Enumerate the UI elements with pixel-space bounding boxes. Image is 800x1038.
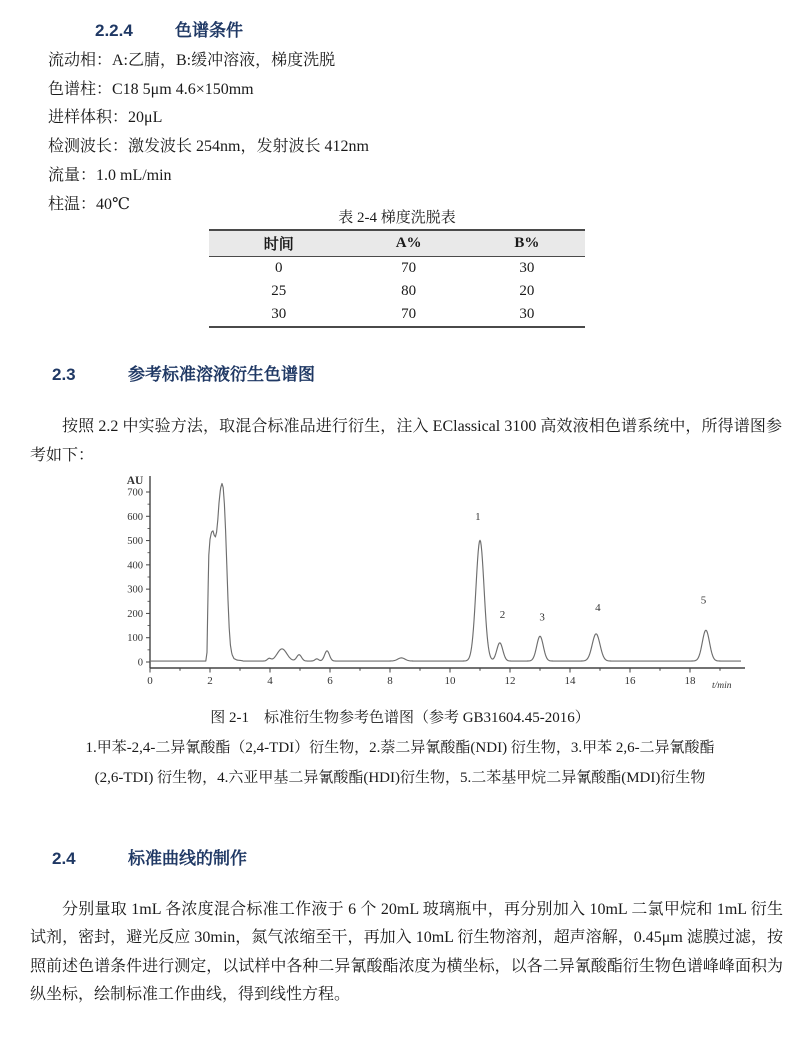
heading-2-4-number: 2.4 bbox=[52, 849, 76, 868]
heading-2-3-number: 2.3 bbox=[52, 365, 76, 384]
figure-legend-line-1: 1.甲苯-2,4-二异氰酸酯（2,4-TDI）衍生物，2.萘二异氰酸酯(NDI) 衍生物，3.甲苯 2,6-二异氰酸酯 bbox=[85, 740, 715, 756]
table-caption: 表 2-4 梯度洗脱表 bbox=[338, 210, 456, 226]
param-detection-wavelength: 检测波长：激发波长 254nm，发射波长 412nm bbox=[48, 138, 369, 156]
table-cell: 20 bbox=[519, 283, 535, 299]
y-axis-title: AU bbox=[126, 475, 144, 487]
x-tick-label: 6 bbox=[327, 675, 333, 687]
param-injection-volume: 进样体积：20μL bbox=[48, 109, 163, 127]
table-cell: 70 bbox=[401, 306, 417, 322]
y-tick-label: 400 bbox=[127, 560, 143, 572]
chromatography-params bbox=[48, 47, 369, 219]
table-header-a-percent: A% bbox=[349, 230, 469, 257]
peak-label-1: 1 bbox=[475, 510, 481, 523]
table-cell: 70 bbox=[401, 260, 417, 276]
y-tick-label: 100 bbox=[127, 633, 143, 645]
param-mobile-phase: 流动相：A:乙腈，B:缓冲溶液，梯度洗脱 bbox=[48, 52, 336, 69]
y-tick-label: 300 bbox=[127, 584, 143, 596]
paragraph-2-4: 分别量取 1mL 各浓度混合标准工作液于 6 个 20mL 玻璃瓶中，再分别加入 10mL 二氯甲烷和 1mL 衍生试剂，密封，避光反应 30min，氮气浓缩至干，再加入 10mL 衍生物溶剂，超声溶解，0.45μm 滤膜过滤，按照前述色谱条件进行测定，以试样中各种二异氰酸酯浓度为横坐标，以各二异氰酸酯衍生物色谱峰峰面积为纵坐标，绘制标准工作曲线，得到线性方程。 bbox=[30, 901, 783, 1004]
heading-2-4 bbox=[52, 844, 247, 869]
x-tick-label: 12 bbox=[504, 675, 516, 687]
x-axis-title: t/min bbox=[712, 681, 732, 691]
heading-2-3-title: 参考标准溶液衍生色谱图 bbox=[128, 365, 315, 384]
table-header-b-percent: B% bbox=[469, 230, 585, 257]
table-cell: 30 bbox=[519, 260, 535, 276]
x-tick-label: 4 bbox=[267, 675, 273, 687]
chromatogram-trace bbox=[150, 484, 741, 662]
heading-2-4-title: 标准曲线的制作 bbox=[128, 849, 247, 868]
table-cell: 30 bbox=[519, 306, 535, 322]
x-tick-label: 14 bbox=[564, 675, 576, 687]
y-tick-label: 600 bbox=[127, 511, 143, 523]
table-header-row bbox=[209, 230, 585, 257]
heading-2-2-4-number: 2.2.4 bbox=[95, 21, 133, 40]
y-tick-label: 0 bbox=[137, 657, 143, 669]
gradient-elution-table bbox=[209, 229, 585, 328]
paragraph-2-3: 按照 2.2 中实验方法，取混合标准品进行衍生，注入 EClassical 3100 高效液相色谱系统中，所得谱图参考如下： bbox=[30, 418, 782, 464]
table-cell: 80 bbox=[401, 283, 417, 299]
peak-label-2: 2 bbox=[499, 609, 506, 622]
table-header-time: 时间 bbox=[209, 230, 349, 257]
x-tick-label: 8 bbox=[387, 675, 393, 687]
y-tick-label: 200 bbox=[127, 608, 143, 620]
param-flow-rate: 流量：1.0 mL/min bbox=[48, 166, 172, 184]
table-cell: 25 bbox=[271, 283, 287, 299]
y-tick-label: 500 bbox=[127, 536, 143, 548]
y-tick-label: 700 bbox=[127, 487, 143, 499]
heading-2-2-4 bbox=[95, 16, 243, 41]
table-row bbox=[209, 257, 585, 281]
figure-legend-line-2: (2,6-TDI) 衍生物，4.六亚甲基二异氰酸酯(HDI)衍生物，5.二苯基甲烷二异氰酸酯(MDI)衍生物 bbox=[94, 770, 706, 786]
table-cell: 30 bbox=[271, 306, 287, 322]
param-column-temperature: 柱温：40℃ bbox=[48, 195, 130, 213]
figure-caption: 图 2-1 标准衍生物参考色谱图（参考 GB31604.45-2016） bbox=[210, 710, 590, 726]
chromatogram-figure bbox=[105, 466, 750, 704]
heading-2-2-4-title: 色谱条件 bbox=[175, 21, 243, 40]
param-column: 色谱柱：C18 5μm 4.6×150mm bbox=[48, 80, 254, 98]
table-row bbox=[209, 280, 585, 303]
x-tick-label: 2 bbox=[207, 675, 213, 687]
peak-label-3: 3 bbox=[539, 611, 545, 624]
x-tick-label: 10 bbox=[444, 675, 456, 687]
x-tick-label: 18 bbox=[684, 675, 696, 687]
table-row bbox=[209, 303, 585, 327]
heading-2-3 bbox=[52, 360, 315, 385]
peak-label-5: 5 bbox=[700, 594, 707, 607]
table-cell: 0 bbox=[275, 260, 283, 276]
peak-label-4: 4 bbox=[595, 601, 601, 614]
x-tick-label: 16 bbox=[624, 675, 636, 687]
x-tick-label: 0 bbox=[147, 675, 153, 687]
